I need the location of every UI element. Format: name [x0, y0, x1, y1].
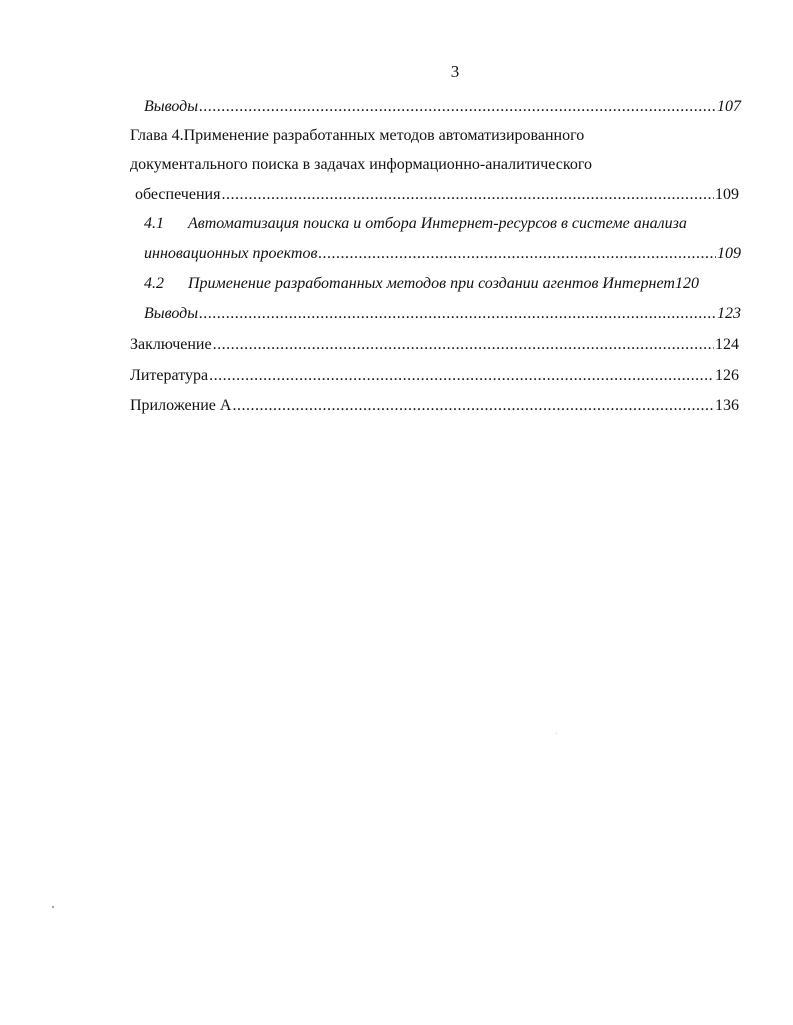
- toc-entry-label: Выводы: [144, 98, 199, 115]
- scan-speck: [556, 733, 557, 734]
- toc-entry-conclusions-ch4: [144, 303, 741, 325]
- toc-entry-label: Литература: [130, 367, 209, 384]
- toc-entry-appendix-a: [130, 395, 739, 417]
- toc-entry-conclusion: [130, 334, 739, 356]
- toc-entry-page: 136: [715, 397, 739, 414]
- toc-entry-section-4-2: [144, 273, 699, 295]
- toc-entry-page: 107: [717, 98, 741, 115]
- page-number: 3: [450, 62, 460, 81]
- toc-entry-label: обеспечения: [135, 186, 221, 203]
- toc-entry-label: Выводы: [144, 305, 199, 322]
- toc-entry-label: инновационных проектов: [144, 245, 318, 262]
- toc-leader-dots: [213, 334, 714, 356]
- toc-leader-dots: [199, 303, 716, 325]
- toc-entry-literature: [130, 365, 739, 387]
- section-number: 4.2: [144, 275, 164, 292]
- toc-entry-page: 109: [715, 186, 739, 203]
- toc-entry-page: 109: [717, 245, 741, 262]
- toc-leader-dots: [318, 243, 716, 265]
- toc-leader-dots: [221, 184, 714, 206]
- toc-leader-dots: [232, 395, 714, 417]
- section-title: Применение разработанных методов при создании агентов Интернет: [188, 275, 675, 292]
- toc-entry-page: 126: [715, 367, 739, 384]
- toc-chapter4-line1: Глава 4.Применение разработанных методов автоматизированного: [130, 127, 585, 144]
- toc-leader-dots: [199, 96, 716, 118]
- toc-entry-conclusions-ch3: [144, 96, 741, 118]
- toc-entry-page: 123: [717, 305, 741, 322]
- toc-entry-chapter4: [135, 184, 739, 206]
- section-title: Автоматизация поиска и отбора Интернет-ресурсов в системе анализа: [188, 215, 687, 232]
- toc-section-4-1-line1: [144, 213, 687, 235]
- toc-entry-label: Заключение: [130, 336, 212, 353]
- toc-leader-dots: [209, 365, 714, 387]
- toc-chapter4-line2: документального поиска в задачах информационно-аналитического: [130, 156, 593, 173]
- toc-entry-page: 120: [674, 275, 699, 292]
- toc-entry-label: Приложение А: [130, 397, 232, 414]
- scan-speck: [52, 906, 54, 908]
- toc-entry-page: 124: [715, 336, 739, 353]
- section-number: 4.1: [144, 215, 164, 232]
- toc-entry-section-4-1: [144, 243, 741, 265]
